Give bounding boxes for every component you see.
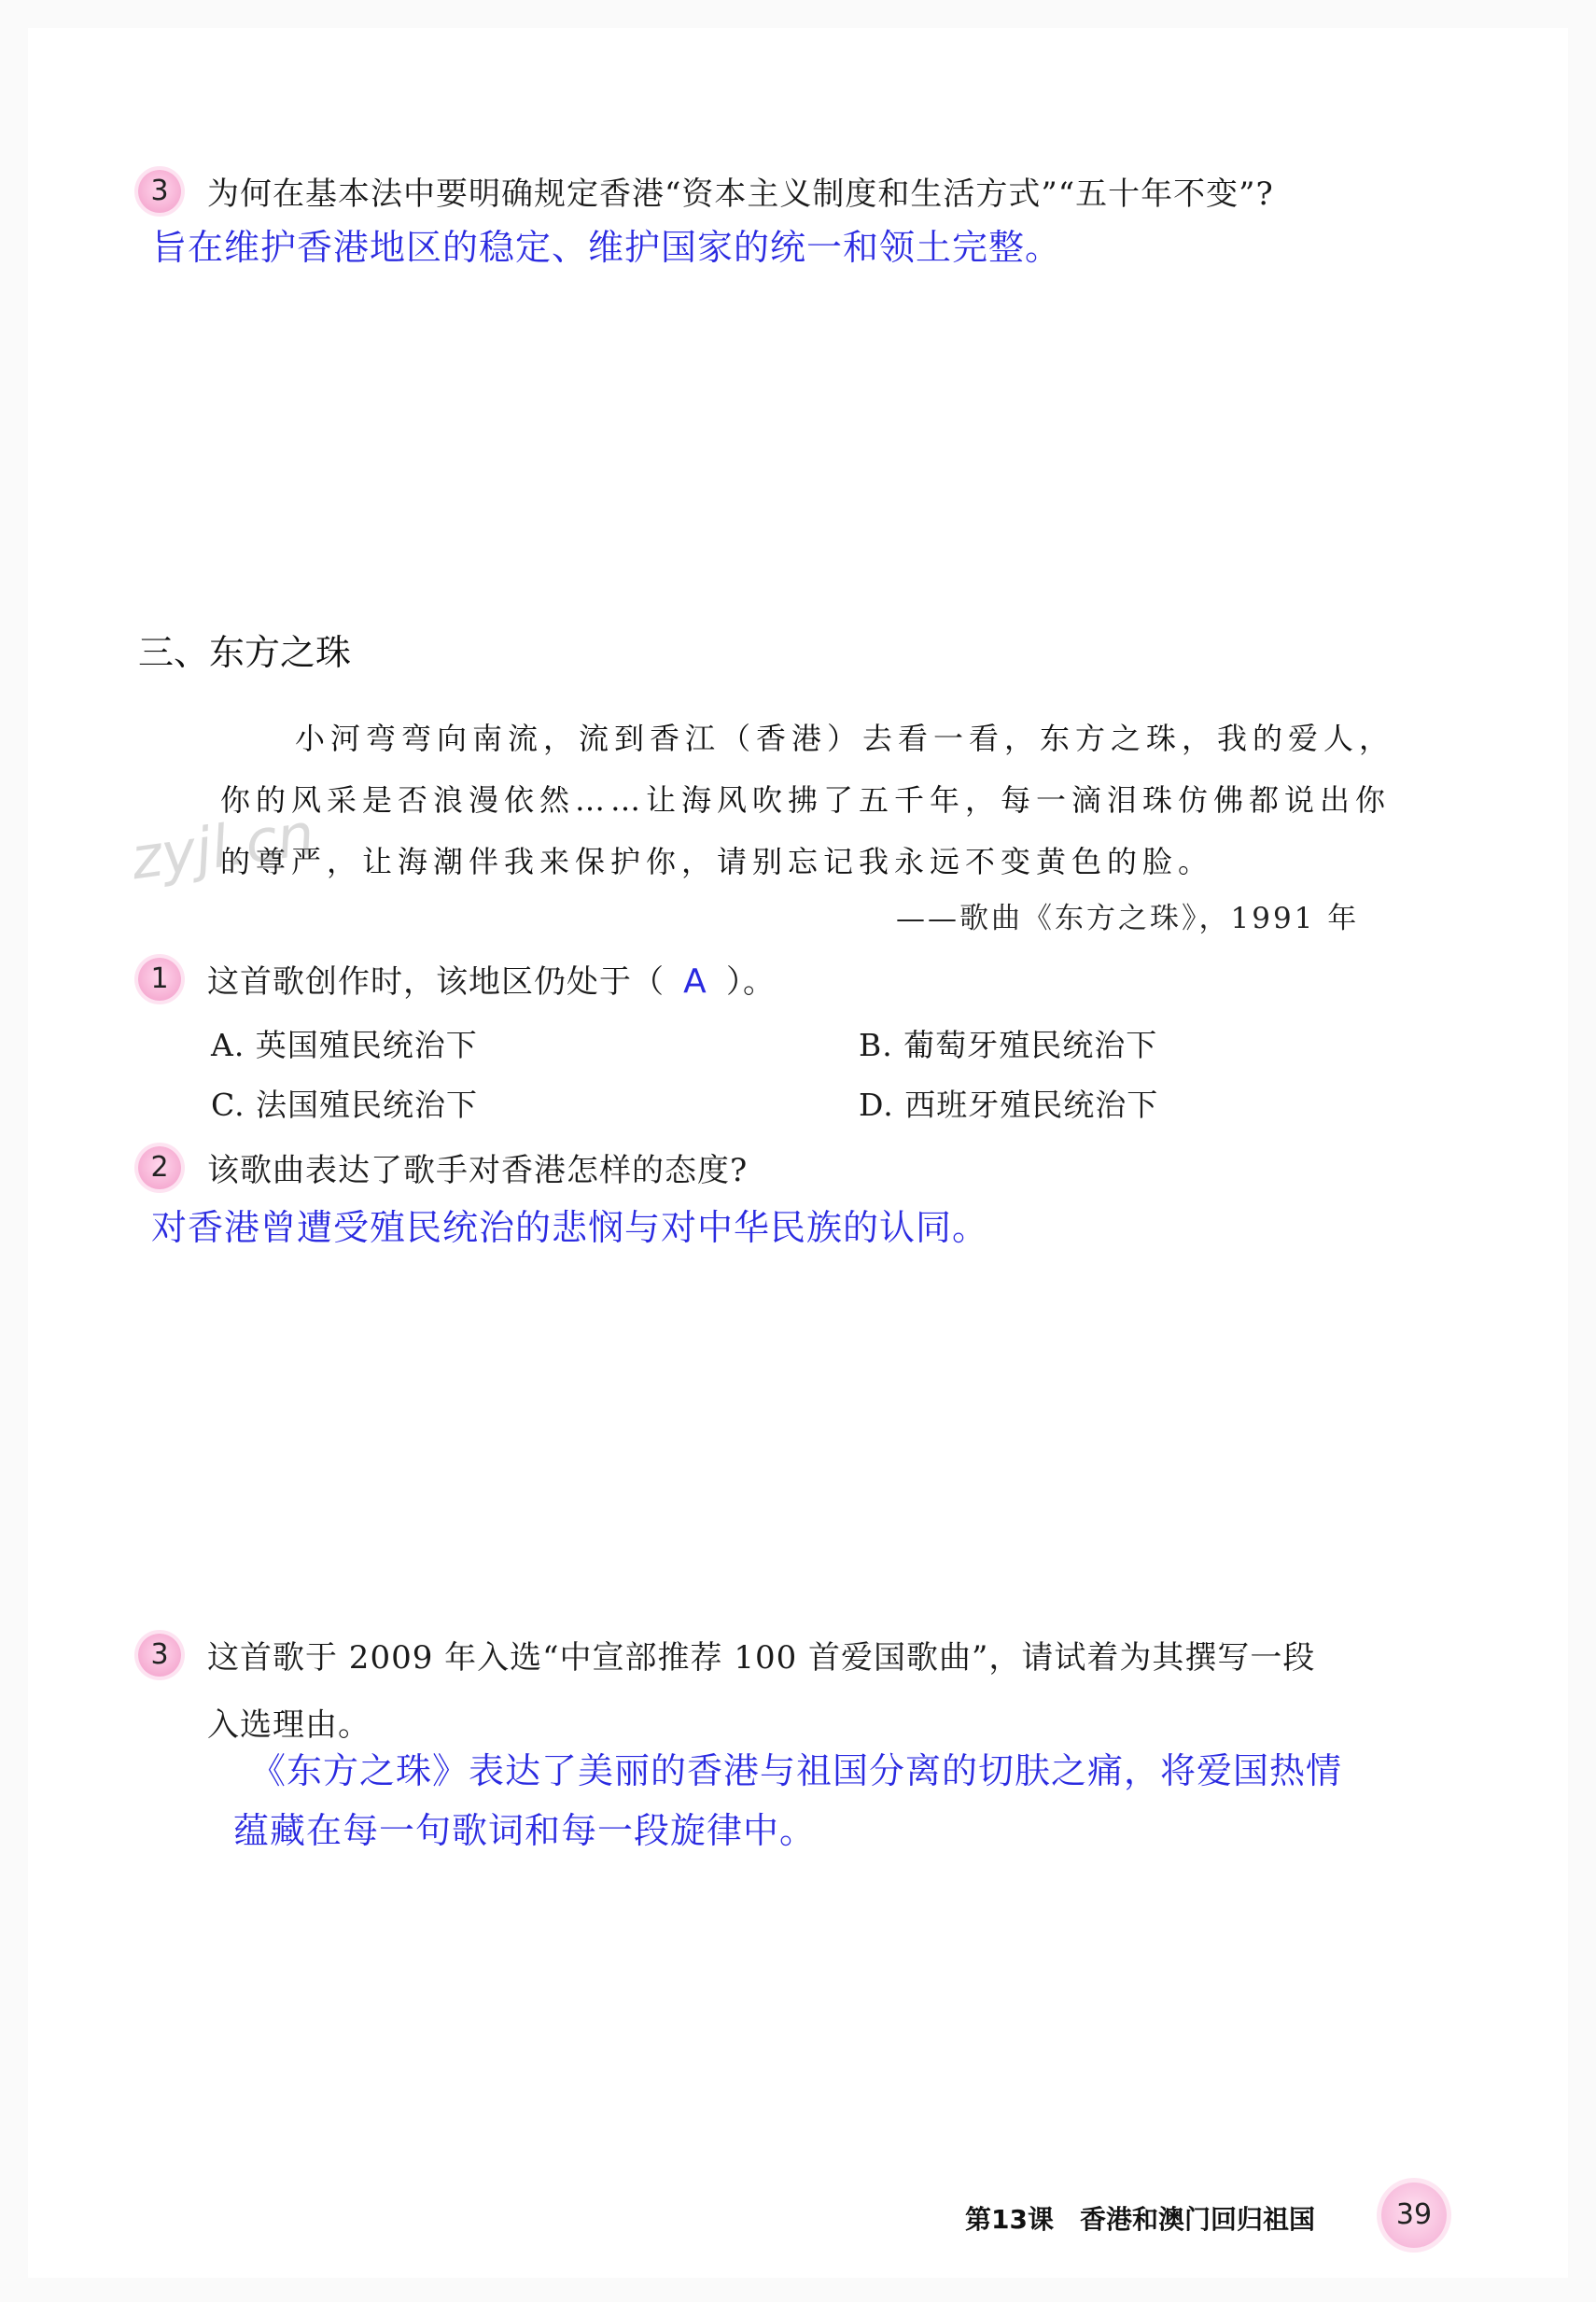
- question-number-badge: 2: [138, 1146, 181, 1189]
- question-number-badge: 3: [138, 1634, 181, 1677]
- question-text-continued: 入选理由。: [207, 1706, 371, 1744]
- question-number-badge: 3: [138, 170, 181, 213]
- question-text: 该歌曲表达了歌手对香港怎样的态度?: [207, 1152, 749, 1189]
- option-a: A. 英国殖民统治下: [211, 1027, 478, 1063]
- handwritten-answer-continued: 蕴藏在每一句歌词和每一段旋律中。: [233, 1810, 817, 1851]
- choice-answer: A: [683, 962, 707, 1001]
- question-text: 这首歌于 2009 年入选“中宣部推荐 100 首爱国歌曲”，请试着为其撰写一段: [207, 1639, 1316, 1677]
- poem-line: 小河弯弯向南流，流到香江（香港）去看一看，东方之珠，我的爱人，: [295, 721, 1395, 756]
- option-b: B. 葡萄牙殖民统治下: [859, 1027, 1158, 1063]
- question-text: 为何在基本法中要明确规定香港“资本主义制度和生活方式”“五十年不变”?: [207, 175, 1274, 213]
- watermark: zyjl.cn: [126, 799, 318, 893]
- handwritten-answer: 《东方之珠》表达了美丽的香港与祖国分离的切肤之痛，将爱国热情: [250, 1750, 1343, 1791]
- question-text-after: ）。: [726, 963, 776, 1001]
- poem-line: 你的风采是否浪漫依然……让海风吹拂了五千年，每一滴泪珠仿佛都说出你: [220, 782, 1392, 818]
- lesson-title: 第13课 香港和澳门回归祖国: [965, 2204, 1315, 2235]
- question-text: [207, 956, 776, 1002]
- option-d: D. 西班牙殖民统治下: [859, 1087, 1159, 1123]
- section-title: 三、东方之珠: [138, 632, 352, 673]
- question-number-badge: 1: [138, 958, 181, 1001]
- option-c: C. 法国殖民统治下: [211, 1087, 479, 1123]
- handwritten-answer: 旨在维护香港地区的稳定、维护国家的统一和领土完整。: [151, 227, 1062, 268]
- handwritten-answer: 对香港曾遭受殖民统治的悲悯与对中华民族的认同。: [151, 1207, 989, 1248]
- page-number: 39: [1381, 2183, 1447, 2248]
- question-text-before: 这首歌创作时，该地区仍处于（: [207, 963, 665, 1001]
- poem-source: ——歌曲《东方之珠》，1991 年: [896, 902, 1360, 935]
- poem-line: 的尊严，让海潮伴我来保护你，请别忘记我永远不变黄色的脸。: [220, 844, 1214, 879]
